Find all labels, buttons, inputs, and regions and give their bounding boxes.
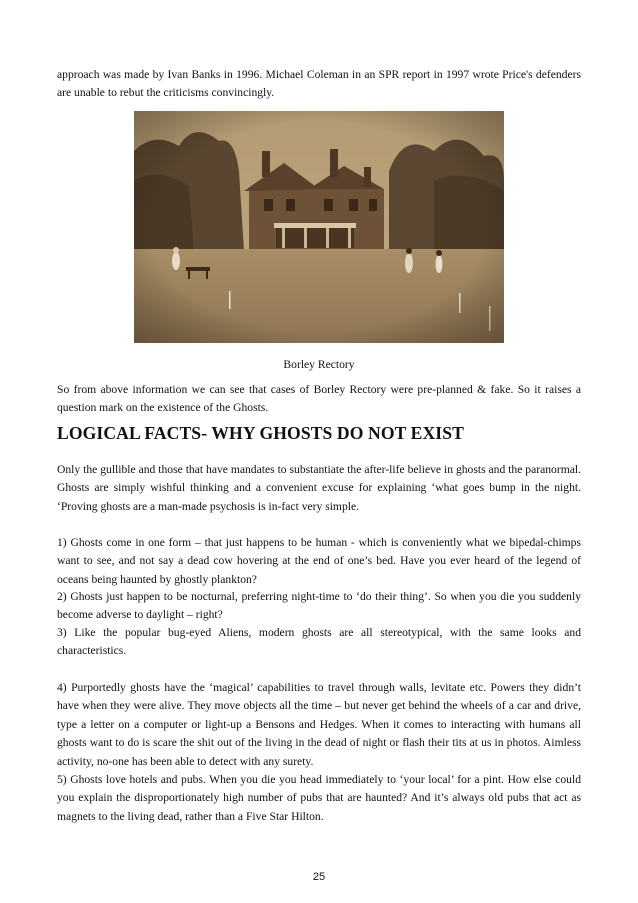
point-5-paragraph: 5) Ghosts love hotels and pubs. When you die you head immediately to ‘your local’ for a pint. How else could you explain the disproportionately high number of pubs that are haunted? And it’s always old pubs that act as magnets to the living dead, rather than a Five Star Hilton. — [57, 773, 581, 823]
borley-rectory-photo — [134, 111, 504, 343]
conclusion-paragraph: So from above information we can see that cases of Borley Rectory were pre-planned & fake. So it raises a question mark on the existence of the Ghosts. — [57, 383, 581, 415]
point-2-paragraph: 2) Ghosts just happen to be nocturnal, preferring night-time to ‘do their thing’. So when you die you suddenly become adverse to daylight – right? — [57, 590, 581, 622]
lead-paragraph: Only the gullible and those that have mandates to substantiate the after-life believe in ghosts and the paranormal. Ghosts are simply wishful thinking and a convenient excuse for explaining ‘what goes bump in the night. ‘Proving ghosts are a man-made psychosis is in-fact very simple. — [57, 463, 581, 513]
point-3-paragraph: 3) Like the popular bug-eyed Aliens, modern ghosts are all stereotypical, with the same looks and characteristics. — [57, 626, 581, 658]
figure-caption: Borley Rectory — [283, 358, 355, 371]
page-number: 25 — [312, 871, 326, 883]
point-4-paragraph: 4) Purportedly ghosts have the ‘magical’ capabilities to travel through walls, levitate etc. Powers they didn’t have when they were alive. They move objects all the time – but never get behind the wheels of a car and drive, type a letter on a computer or light-up a Bensons and Hedges. When it comes to interacting with humans all ghosts want to do is scare the shit out of the living in the dead of night or flash their tits at us in photos. Aimless activity, no-one has been able to detect with any surety. — [57, 681, 581, 768]
point-1-paragraph: 1) Ghosts come in one form – that just happens to be human - which is conveniently what we bipedal-chimps want to see, and not say a dead cow hovering at the end of one’s bed. Have you ever heard of the legend of oceans being haunted by ghostly plankton? — [57, 536, 581, 586]
section-heading: LOGICAL FACTS- WHY GHOSTS DO NOT EXIST — [57, 423, 464, 443]
intro-paragraph: approach was made by Ivan Banks in 1996. Michael Coleman in an SPR report in 1997 wrote Price's defenders are unable to rebut the criticisms convincingly. — [57, 68, 581, 100]
